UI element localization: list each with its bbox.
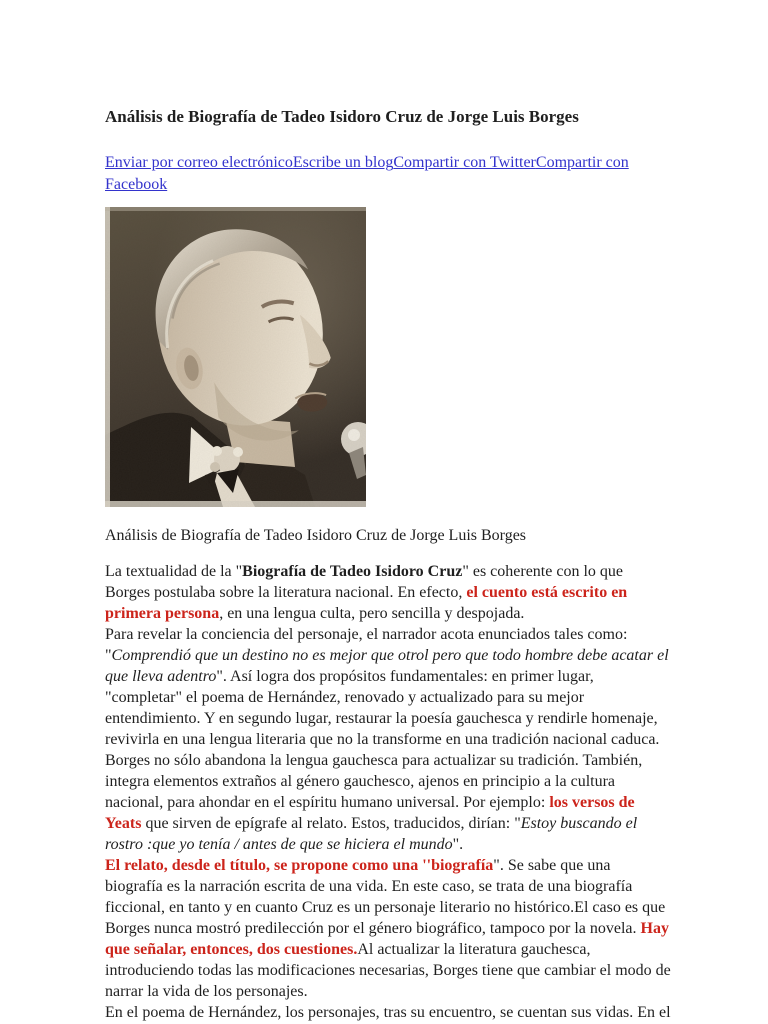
- text-run: ".: [452, 836, 464, 853]
- text-run: Comprendió que un destino no es mejor que otrol pero que todo hombre debe acatar el que lleva adentro: [105, 647, 669, 685]
- photo-caption: Análisis de Biografía de Tadeo Isidoro Cruz de Jorge Luis Borges: [105, 527, 527, 544]
- text-run: Biografía de Tadeo Isidoro Cruz: [242, 563, 463, 580]
- text-run: , en una lengua culta, pero sencilla y despojada.: [219, 605, 525, 622]
- share-links: [105, 152, 671, 196]
- twitter-share-link[interactable]: Compartir con Twitter: [393, 154, 536, 171]
- text-run: el cuento está escrito en primera persona: [105, 584, 628, 622]
- paragraph: [105, 624, 671, 750]
- facebook-share-link[interactable]: Compartir con Facebook: [105, 154, 629, 193]
- text-run: El relato, desde el título, se propone como una ''biografía: [105, 857, 494, 874]
- text-run: Al actualizar la literatura gauchesca, introduciendo todas las modificaciones necesarias, Borges tiene que cambiar el modo de narrar la vida de los personajes.: [105, 941, 671, 1000]
- text-run: Estoy buscando el rostro :que yo tenía / antes de que se hiciera el mundo: [105, 815, 638, 853]
- text-run: que sirven de epígrafe al relato. Estos, traducidos, dirían: ": [141, 815, 521, 832]
- text-run: ". Se sabe que una biografía es la narración escrita de una vida. En este caso, se trata de una biografía ficcional, en tanto y en cuanto Cruz es un personaje literario no histórico.El caso es que Borges nunca mostró predilección por el género biográfico, tampoco por la novela.: [105, 857, 666, 937]
- text-run: " es coherente con lo que Borges postulaba sobre la literatura nacional. En efecto,: [105, 563, 623, 601]
- borges-photo: [105, 207, 366, 507]
- text-run: los versos de Yeats: [105, 794, 635, 832]
- article-body: [105, 561, 671, 1023]
- text-run: Para revelar la conciencia del personaje, el narrador acota enunciados tales como: ": [105, 626, 628, 664]
- paragraph: [105, 750, 671, 855]
- article-title: Análisis de Biografía de Tadeo Isidoro Cruz de Jorge Luis Borges: [105, 107, 579, 126]
- paragraph: [105, 1002, 671, 1023]
- email-share-link[interactable]: Enviar por correo electrónico: [105, 154, 293, 171]
- text-run: Hay que señalar, entonces, dos cuestiones.: [105, 920, 669, 958]
- blog-share-link[interactable]: Escribe un blog: [292, 154, 394, 171]
- paragraph: [105, 855, 671, 1002]
- text-run: ". Así logra dos propósitos fundamentales: en primer lugar, "completar" el poema de Hernández, renovado y actualizado para su mejor entendimiento. Y en segundo lugar, restaurar la poesía gauchesca y rendirle homenaje, revivirla en una lengua literaria que no la transforme en una tradición nacional caduca.: [105, 668, 660, 748]
- text-run: Borges no sólo abandona la lengua gauchesca para actualizar su tradición. También, integra elementos extraños al género gauchesco, ajenos en principio a la cultura nacional, para ahondar en el espíritu humano universal. Por ejemplo:: [105, 752, 643, 811]
- borges-photo-illustration: [105, 207, 366, 507]
- text-run: La textualidad de la ": [105, 563, 243, 580]
- text-run: En el poema de Hernández, los personajes, tras su encuentro, se cuentan sus vidas. En el: [105, 1004, 671, 1021]
- paragraph: [105, 561, 671, 624]
